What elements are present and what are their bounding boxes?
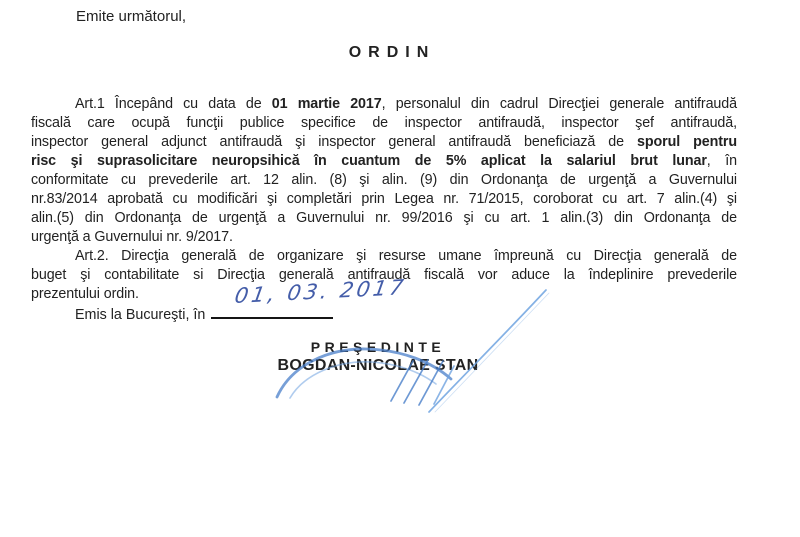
text-segment: alin.(5) din Ordonanţa de urgenţă a Guvernului nr. 99/2016 şi cu art. 1 alin.(3) din Ordonanţa de [31, 210, 737, 226]
date-blank-line [211, 304, 333, 319]
bold-text-segment: risc şi suprasolicitare neuropsihică în cuantum de 5% aplicat la salariul brut lunar [31, 153, 707, 169]
text-segment: nr.83/2014 aprobată cu modificări şi completări prin Legea nr. 71/2015, coroborat cu art. 7 alin.(4) şi [31, 191, 737, 207]
text-segment: urgenţă a Guvernului nr. 9/2017. [31, 229, 233, 245]
text-segment: , personalul din cadrul Direcţiei generale antifraudă [381, 96, 737, 112]
document-line [31, 95, 737, 114]
signatory-name: BOGDAN-NICOLAE STAN [277, 357, 479, 374]
document-line [31, 171, 737, 190]
document-title: ORDIN [348, 44, 436, 61]
text-segment: buget şi contabilitate si Direcţia generală antifraudă fiscală vor aduce la îndeplinire prevederile [31, 267, 737, 283]
text-segment: , în [706, 153, 737, 169]
issue-label: Emis la Bucureşti, în [75, 307, 206, 323]
signature-block [128, 339, 628, 375]
document-line [31, 114, 737, 133]
signatory-role: PREŞEDINTE [310, 339, 446, 355]
document-line [31, 228, 737, 247]
text-segment: Art.2. Direcţia generală de organizare şi resurse umane împreună cu Direcţia generală de [75, 248, 737, 264]
document-line [31, 133, 737, 152]
text-segment: prezentului ordin. [31, 286, 139, 302]
text-segment: fiscală care ocupă funcţii publice specifice de inspector antifraudă, inspector şef antifraudă, [31, 115, 737, 131]
document-line [31, 209, 737, 228]
issue-line [31, 304, 333, 325]
bold-text-segment: sporul pentru [637, 134, 737, 150]
document-line [31, 247, 737, 266]
document-line [31, 152, 737, 171]
document-body [31, 95, 737, 304]
text-segment: conformitate cu prevederile art. 12 alin. (8) şi alin. (9) din Ordonanţa de urgenţă a Guvernului [31, 172, 737, 188]
text-segment: inspector general adjunct antifraudă şi inspector general antifraudă beneficiază de [31, 134, 638, 150]
intro-line: Emite următorul, [76, 8, 187, 25]
text-segment: Art.1 Începând cu data de [75, 96, 272, 112]
handwritten-date: 01, 03. 2017 [233, 275, 409, 308]
bold-text-segment: 01 martie 2017 [271, 96, 382, 112]
document-line [31, 190, 737, 209]
